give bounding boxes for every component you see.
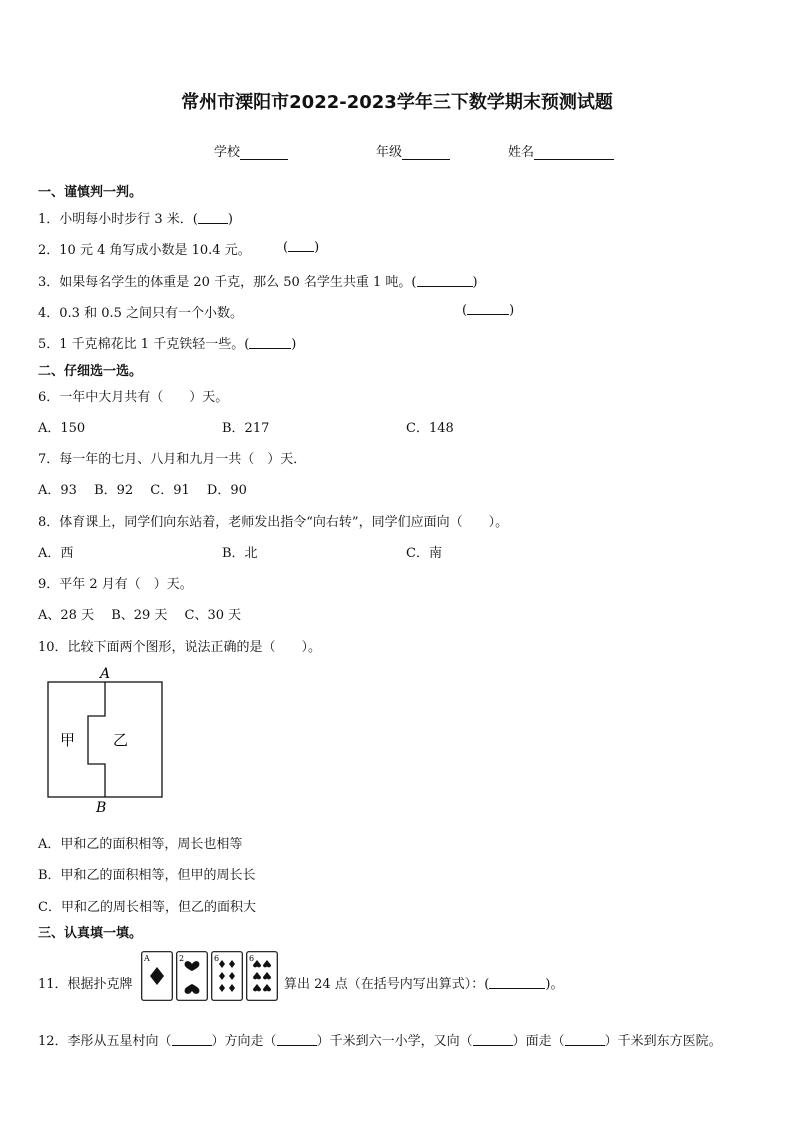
- grade-label: 年级: [376, 145, 403, 160]
- section-3-heading: 三、认真填一填。: [38, 926, 143, 941]
- answer-blank-4[interactable]: [467, 302, 509, 315]
- card-rank: 6: [249, 954, 255, 963]
- answer-blank-12-2[interactable]: [277, 1033, 317, 1046]
- answer-blank-3[interactable]: [417, 274, 473, 287]
- answer-blank-2[interactable]: [288, 239, 314, 252]
- question-3-close: ): [472, 275, 478, 290]
- school-field: [214, 141, 288, 160]
- card-rank: A: [144, 954, 150, 963]
- q6-option-c[interactable]: C．148: [406, 421, 454, 436]
- question-12-part-a: 12．李彤从五星村向（: [38, 1034, 172, 1049]
- question-1-close: ): [227, 212, 233, 227]
- figure-divider-line: [88, 682, 105, 797]
- question-12-part-c: ）千米到六一小学，又向（: [316, 1034, 473, 1049]
- question-11-text: 算出 24 点（在括号内写出算式）：(: [284, 977, 490, 992]
- answer-paren-4: [462, 302, 514, 318]
- question-3: [38, 271, 478, 290]
- paren-close: ): [314, 240, 320, 255]
- q10-option-c[interactable]: C．甲和乙的周长相等，但乙的面积大: [38, 900, 256, 915]
- figure-label-b: B: [96, 800, 107, 816]
- q8-option-b[interactable]: B．北: [222, 546, 258, 561]
- question-12-part-e: ）千米到东方医院。: [604, 1034, 722, 1049]
- answer-blank-5[interactable]: [249, 336, 291, 349]
- question-5-text: 5．1 千克棉花比 1 千克铁轻一些。(: [38, 337, 250, 352]
- section-2-heading: 二、仔细选一选。: [38, 364, 143, 379]
- figure-label-a: A: [100, 666, 111, 682]
- question-9: 9．平年 2 月有（ ）天。: [38, 577, 193, 592]
- card-rank: 2: [179, 954, 185, 963]
- q8-option-c[interactable]: C．南: [406, 546, 442, 561]
- question-1-text: 1．小明每小时步行 3 米．(: [38, 212, 198, 227]
- figure-label-yi: 乙: [113, 731, 129, 749]
- name-label: 姓名: [508, 145, 535, 160]
- question-10: 10．比较下面两个图形，说法正确的是（ ）。: [38, 640, 322, 655]
- q9-options[interactable]: A、28 天 B、29 天 C、30 天: [38, 608, 242, 623]
- card-rank: 6: [214, 954, 220, 963]
- name-blank[interactable]: [534, 145, 614, 160]
- question-4: 4．0.3 和 0.5 之间只有一个小数。: [38, 306, 244, 321]
- q10-figure: [40, 664, 170, 816]
- answer-blank-12-3[interactable]: [473, 1033, 513, 1046]
- question-12-part-d: ）面走（: [512, 1034, 565, 1049]
- answer-blank-12-1[interactable]: [172, 1033, 212, 1046]
- card-six-diamonds: [211, 951, 243, 1001]
- q6-option-a[interactable]: A．150: [38, 421, 86, 436]
- grade-blank[interactable]: [402, 145, 450, 160]
- card-ace-diamonds: [141, 951, 173, 1001]
- card-six-spades: [246, 951, 278, 1001]
- question-1: [38, 208, 233, 227]
- question-12-part-b: ）方向走（: [211, 1034, 277, 1049]
- answer-blank-11[interactable]: [489, 976, 545, 989]
- question-3-text: 3．如果每名学生的体重是 20 千克，那么 50 名学生共重 1 吨。(: [38, 275, 417, 290]
- answer-blank-1[interactable]: [198, 211, 228, 224]
- card-two-hearts: [176, 951, 208, 1001]
- answer-blank-12-4[interactable]: [565, 1033, 605, 1046]
- section-1-heading: 一、谨慎判一判。: [38, 185, 143, 200]
- school-label: 学校: [214, 145, 241, 160]
- answer-paren-2: [283, 239, 319, 255]
- q6-option-b[interactable]: B．217: [222, 421, 270, 436]
- question-12: [38, 1030, 722, 1049]
- school-blank[interactable]: [240, 145, 288, 160]
- grade-field: [376, 141, 450, 160]
- page-title: 常州市溧阳市2022-2023学年三下数学期末预测试题: [181, 92, 613, 113]
- q7-options[interactable]: A．93 B．92 C．91 D．90: [38, 483, 247, 498]
- question-6: 6．一年中大月共有（ ）天。: [38, 390, 229, 405]
- name-field: [508, 141, 614, 160]
- question-11: [284, 973, 563, 992]
- paren-open: (: [462, 303, 468, 318]
- question-11-close: )。: [545, 977, 564, 992]
- figure-label-jia: 甲: [60, 731, 76, 749]
- paren-close: ): [509, 303, 515, 318]
- question-8: 8．体育课上，同学们向东站着，老师发出指令“向右转”，同学们应面向（ ）。: [38, 515, 509, 530]
- q10-option-a[interactable]: A．甲和乙的面积相等，周长也相等: [38, 837, 243, 852]
- question-2: 2．10 元 4 角写成小数是 10.4 元。: [38, 243, 251, 258]
- paren-open: (: [283, 240, 289, 255]
- q10-option-b[interactable]: B．甲和乙的面积相等，但甲的周长长: [38, 868, 256, 883]
- question-5-close: ): [291, 337, 297, 352]
- question-5: [38, 333, 296, 352]
- q8-option-a[interactable]: A．西: [38, 546, 74, 561]
- question-7: 7．每一年的七月、八月和九月一共（ ）天．: [38, 452, 307, 467]
- question-11-prefix: 11．根据扑克牌: [38, 977, 133, 992]
